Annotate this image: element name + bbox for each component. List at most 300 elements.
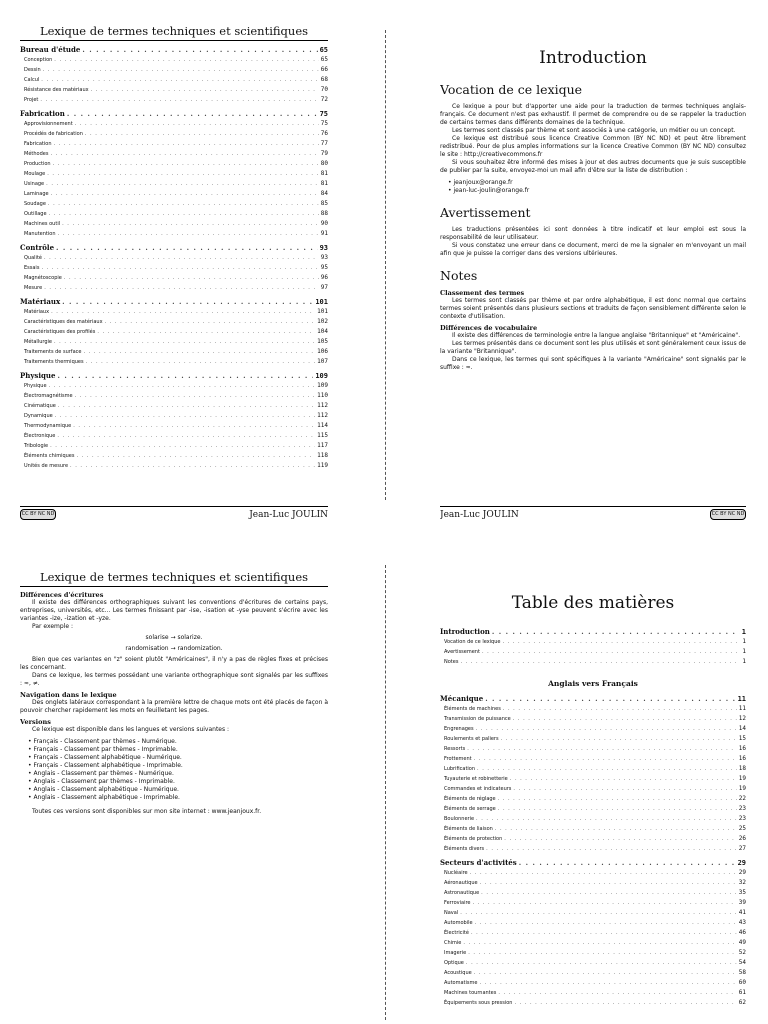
toc-page-number: 107 [317,358,328,365]
leader-dots [57,432,315,441]
toc-page-number: 19 [738,775,746,782]
toc-page-number: 11 [738,705,746,712]
toc-entry-label: Avertissement [444,649,480,655]
leader-dots [468,949,737,958]
leader-dots [476,815,737,824]
leader-dots [53,160,319,169]
toc-item[interactable] [20,441,328,451]
leader-dots [498,795,737,804]
toc-page-number: 97 [320,284,328,291]
toc-page-number: 93 [319,244,328,252]
toc-page-number: 29 [738,869,746,876]
toc-page-number: 115 [317,432,328,439]
toc-page-number: 58 [738,969,746,976]
leader-dots [77,452,316,461]
toc-entry-label: Éléments de réglage [444,796,496,802]
paragraph: Les termes sont classés par thème et sont associés à une catégorie, un métier ou un concept. [452,127,736,134]
toc-entry-label: Électronique [24,433,56,439]
toc-entry-label: Projet [24,97,39,103]
toc-page-number: 84 [320,190,328,197]
leader-dots [482,648,740,657]
version-item: • Français - Classement alphabétique - Imprimable. [28,762,328,770]
toc-page-number: 119 [317,462,328,469]
toc-item[interactable] [20,65,328,75]
page-notes-continued [20,570,328,1020]
toc-page-number: 12 [738,715,746,722]
toc-page-number: 39 [738,899,746,906]
toc-page-number: 19 [738,785,746,792]
toc-item[interactable] [440,824,746,834]
toc-item[interactable] [440,928,746,938]
toc-page-number: 16 [738,755,746,762]
toc-entry-label: Équipements sous pression [444,1000,513,1006]
toc-item[interactable] [440,918,746,928]
leader-dots [479,979,736,988]
subheading-navigation: Navigation dans le lexique [20,691,117,699]
toc-item[interactable] [20,75,328,85]
toc-page-number: 104 [317,328,328,335]
page-toc-continued [20,24,328,520]
leader-dots [44,284,319,293]
toc-page-number: 75 [319,110,328,118]
toc-item[interactable] [20,189,328,199]
version-item: • Français - Classement par thèmes - Imprimable. [28,746,328,754]
toc-entry-label: Commandes et indicateurs [444,786,512,792]
leader-dots [41,264,318,273]
leader-dots [56,243,318,252]
leader-dots [492,627,740,636]
leader-dots [474,755,737,764]
toc-section[interactable] [20,45,328,55]
toc-entry-label: Approvisionnement [24,121,73,127]
toc-page-number: 95 [320,264,328,271]
toc-page-number: 41 [738,909,746,916]
toc-page-number: 22 [738,795,746,802]
toc-item[interactable] [20,307,328,317]
toc-page-number: 76 [320,130,328,137]
leader-dots [485,694,735,703]
toc-item[interactable] [440,647,746,657]
toc-page-number: 118 [317,452,328,459]
leader-dots [50,442,315,451]
leader-dots [474,969,737,978]
toc-entry-label: Conception [24,57,53,63]
paragraph: Bien que ces variantes en "z" soient plutôt "Américaines", il n'y a pas de règles fixes et précises les concernant. [20,656,328,671]
leader-dots [466,959,737,968]
leader-dots [73,422,315,431]
toc-item[interactable] [20,273,328,283]
toc-item[interactable] [20,327,328,337]
toc-item[interactable] [20,431,328,441]
toc-entry-label: Aéronautique [444,880,478,886]
page-table-of-contents [440,585,746,1020]
notes-continued-text [20,591,328,816]
toc-item[interactable] [440,834,746,844]
leader-dots [83,348,315,357]
toc-page-number: 81 [320,170,328,177]
leader-dots [70,462,315,471]
example: solarise → solarize. [145,634,203,641]
subheading-differences: Différences de vocabulaire [440,324,538,332]
toc-item[interactable] [440,784,746,794]
toc-entry-label: Imagerie [444,950,467,956]
toc-item[interactable] [20,149,328,159]
toc-entry-label: Traitements thermiques [24,359,84,365]
leader-dots [54,338,315,347]
version-item: • Anglais - Classement alphabétique - Imprimable. [28,794,328,802]
leader-dots [105,318,316,327]
toc-item[interactable] [20,421,328,431]
toc-entry-label: Procédés de fabrication [24,131,83,137]
leader-dots [41,76,319,85]
toc-entry-label: Traitements de surface [24,349,82,355]
toc-item[interactable] [20,229,328,239]
toc-item[interactable] [20,129,328,139]
toc-page-number: 62 [738,999,746,1006]
paragraph: Dans ce lexique, les termes possédant une variante orthographique sont signalés par les suffixes : ≈, ≠. [20,672,328,687]
toc-entry-label: Caractéristiques des matériaux [24,319,103,325]
toc-intro [440,627,746,667]
cc-license-badge: CC BY NC ND [20,509,56,520]
toc-page-number: 11 [737,695,746,703]
toc-page-number: 106 [317,348,328,355]
toc-item[interactable] [20,179,328,189]
versions-list [28,738,328,802]
paragraph: Ce lexique est disponible dans les langues et versions suivantes : [32,726,230,733]
paragraph: Il existe des différences de terminologie entre la langue anglaise "Britannique" et "Américaine". [452,332,741,339]
toc-page-number: 110 [317,392,328,399]
toc-page-number: 91 [320,230,328,237]
leader-dots [486,845,737,854]
leader-dots [503,705,737,714]
leader-dots [75,120,319,129]
toc-item[interactable] [440,978,746,988]
toc-page-number: 79 [320,150,328,157]
toc-item[interactable] [440,804,746,814]
paragraph: Ce lexique est distribué sous licence Creative Common (BY NC ND) et peut être librement redistribué. Pour de plus amples informations sur la licence Creative Common (BY NC ND) consultez le site : http://creativecommons.fr [440,135,746,158]
paragraph: Les termes présentés dans ce document sont les plus utilisés et sont généralement ceux issus de la variante "Britannique". [440,340,746,355]
toc-page-number: 60 [738,979,746,986]
leader-dots [86,358,316,367]
leader-dots [460,909,737,918]
toc-entry-label: Thermodynamique [24,423,72,429]
toc-entry-label: Chimie [444,940,462,946]
toc-page-number: 43 [738,919,746,926]
toc-page-number: 27 [738,845,746,852]
toc-item[interactable] [440,888,746,898]
page-introduction [440,40,746,520]
toc-list [440,694,746,1008]
toc-page-number: 15 [738,735,746,742]
toc-item[interactable] [20,283,328,293]
toc-entry-label: Mécanique [440,694,484,703]
toc-page-number: 96 [320,274,328,281]
toc-entry-label: Ressorts [444,746,466,752]
toc-page-number: 1 [742,648,746,655]
page-title: Introduction [539,48,647,68]
avertissement-text [440,226,746,258]
leader-dots [58,402,315,411]
leader-dots [498,805,737,814]
toc-item[interactable] [440,908,746,918]
toc-section[interactable] [440,858,746,868]
heading-avertissement: Avertissement [440,205,531,220]
toc-entry-label: Matériaux [20,297,61,306]
leader-dots [47,170,319,179]
toc-entry-label: Lubrification [444,766,476,772]
email-link[interactable]: • jean-luc-joulin@orange.fr [448,187,746,195]
toc-page-number: 102 [317,318,328,325]
toc-entry-label: Manutention [24,231,56,237]
toc-entry-label: Cinématique [24,403,56,409]
paragraph: Dans ce lexique, les termes qui sont spécifiques à la variante "Américaine" sont signalés par le suffixe : ≈. [440,356,746,371]
toc-entry-label: Éléments divers [444,846,485,852]
leader-dots [476,725,737,734]
toc-item[interactable] [20,219,328,229]
toc-item[interactable] [20,401,328,411]
toc-entry-label: Automobile [444,920,473,926]
toc-item[interactable] [440,734,746,744]
toc-entry-label: Caractéristiques des profilés [24,329,96,335]
leader-dots [51,308,315,317]
toc-item[interactable] [440,868,746,878]
paragraph: Des onglets latéraux correspondant à la première lettre de chaque mots ont été placés de façon à pouvoir chercher rapidement les mots en feuilletant les pages. [20,699,328,714]
leader-dots [62,297,313,306]
leader-dots [470,869,737,878]
paragraph: Toutes ces versions sont disponibles sur mon site internet : www.jeanjoux.fr. [32,808,262,815]
cc-license-badge: CC BY NC ND [710,509,746,520]
email-link[interactable]: • jeanjoux@orange.fr [448,179,746,187]
toc-page-number: 81 [320,180,328,187]
leader-dots [472,899,736,908]
version-item: • Anglais - Classement par thèmes - Numérique. [28,770,328,778]
toc-item[interactable] [440,938,746,948]
leader-dots [75,392,316,401]
toc-item[interactable] [440,714,746,724]
toc-item[interactable] [440,948,746,958]
toc-section[interactable] [20,243,328,253]
toc-page-number: 101 [315,298,328,306]
toc-item[interactable] [440,657,746,667]
toc-section[interactable] [20,371,328,381]
toc-entry-label: Méthodes [24,151,49,157]
leader-dots [501,735,737,744]
toc-item[interactable] [20,411,328,421]
leader-dots [49,382,316,391]
toc-page-number: 85 [320,200,328,207]
vocation-text [440,103,746,195]
page-divider [385,565,386,1020]
toc-item[interactable] [20,199,328,209]
version-item: • Français - Classement par thèmes - Numérique. [28,738,328,746]
toc-item[interactable] [20,317,328,327]
toc-item[interactable] [440,998,746,1008]
toc-page-number: 101 [317,308,328,315]
toc-page-number: 29 [737,859,746,867]
toc-item[interactable] [20,357,328,367]
leader-dots [49,210,319,219]
toc-section[interactable] [20,109,328,119]
example: randomisation → randomization. [125,645,223,652]
paragraph: Si vous constatez une erreur dans ce document, merci de me la signaler en m'envoyant un mail afin que je puisse la corriger dans des versions ultérieures. [440,242,746,257]
toc-item[interactable] [440,844,746,854]
toc-page-number: 16 [738,745,746,752]
toc-item[interactable] [440,794,746,804]
toc-entry-label: Production [24,161,51,167]
toc-entry-label: Transmission de puissance [444,716,511,722]
footer-author: Jean-Luc JOULIN [249,509,328,520]
toc-page-number: 26 [738,835,746,842]
leader-dots [471,929,737,938]
toc-entry-label: Engrenages [444,726,474,732]
leader-dots [67,109,318,118]
toc-item[interactable] [20,159,328,169]
toc-entry-label: Éléments chimiques [24,453,75,459]
toc-item[interactable] [20,391,328,401]
toc-page-number: 117 [317,442,328,449]
toc-entry-label: Physique [24,383,47,389]
leader-dots [477,765,737,774]
leader-dots [463,939,736,948]
subheading-versions: Versions [20,718,51,726]
paragraph: Les traductions présentées ici sont données à titre indicatif et leur emploi est sous la responsabilité de leur utilisateur. [440,226,746,241]
leader-dots [504,835,736,844]
toc-item[interactable] [440,814,746,824]
toc-page-number: 112 [317,412,328,419]
toc-entry-label: Essais [24,265,40,271]
toc-page-number: 46 [738,929,746,936]
leader-dots [513,715,737,724]
toc-section[interactable] [440,694,746,704]
leader-dots [54,56,318,65]
leader-dots [514,999,736,1008]
leader-dots [40,96,318,105]
leader-dots [498,989,736,998]
version-item: • Français - Classement alphabétique - Numérique. [28,754,328,762]
paragraph: Ce lexique a pour but d'apporter une aide pour la traduction de termes techniques anglais-français. Ce document n'est pas exhaustif. Il permet de comprendre ou de se rappeler la traduction de certains termes dans différents domaines de la technique. [440,103,746,126]
toc-item[interactable] [440,958,746,968]
toc-item[interactable] [440,968,746,978]
toc-entry-label: Magnétoscopie [24,275,62,281]
page-footer [440,506,746,520]
toc-item[interactable] [440,774,746,784]
toc-page-number: 25 [738,825,746,832]
toc-page-number: 65 [319,46,328,54]
toc-item[interactable] [20,253,328,263]
toc-entry-label: Mesure [24,285,43,291]
subheading-classement: Classement des termes [440,289,525,297]
toc-item[interactable] [20,381,328,391]
leader-dots [97,328,315,337]
toc-item[interactable] [20,139,328,149]
leader-dots [58,230,319,239]
toc-item[interactable] [440,988,746,998]
toc-item[interactable] [20,85,328,95]
toc-entry-label: Nucléaire [444,870,468,876]
toc-item[interactable] [440,724,746,734]
toc-item[interactable] [440,878,746,888]
toc-item[interactable] [20,337,328,347]
toc-page-number: 61 [738,989,746,996]
toc-page-number: 93 [320,254,328,261]
toc-page-number: 112 [317,402,328,409]
toc-entry-label: Secteurs d'activités [440,858,517,867]
toc-page-number: 54 [738,959,746,966]
leader-dots [480,879,737,888]
toc-item[interactable] [440,764,746,774]
heading-notes: Notes [440,268,478,283]
toc-entry-label: Métallurgie [24,339,52,345]
heading-vocation: Vocation de ce lexique [440,82,583,97]
toc-item[interactable] [20,451,328,461]
toc-page-number: 23 [738,815,746,822]
toc-page-number: 105 [317,338,328,345]
toc-entry-label: Éléments de liaison [444,826,493,832]
toc-page-number: 1 [742,658,746,665]
toc-entry-label: Astronautique [444,890,480,896]
version-item: • Anglais - Classement par thèmes - Imprimable. [28,778,328,786]
toc-page-number: 88 [320,210,328,217]
toc-entry-label: Physique [20,371,56,380]
toc-section[interactable] [440,627,746,637]
toc-entry-label: Automatisme [444,980,478,986]
toc-item[interactable] [20,263,328,273]
toc-page-number: 68 [320,76,328,83]
toc-page-number: 1 [741,628,746,636]
running-head: Lexique de termes techniques et scientifiques [20,24,328,41]
toc-item[interactable] [20,347,328,357]
toc-item[interactable] [440,744,746,754]
page-divider [385,30,386,500]
toc-entry-label: Frottement [444,756,472,762]
toc-item[interactable] [20,55,328,65]
toc-item[interactable] [20,209,328,219]
toc-entry-label: Électricité [444,930,469,936]
page-title: Table des matières [511,593,675,613]
subheading-ecritures: Différences d'écritures [20,591,104,599]
toc-item[interactable] [440,754,746,764]
toc-entry-label: Contrôle [20,243,55,252]
leader-dots [467,745,737,754]
toc-item[interactable] [20,95,328,105]
toc-entry-label: Résistance des matériaux [24,87,89,93]
toc-item[interactable] [20,119,328,129]
toc-item[interactable] [440,704,746,714]
paragraph: Si vous souhaitez être informé des mises à jour et des autres documents que je suis susceptible de publier par la suite, envoyez-moi un mail afin d'être sur la liste de distribution : [440,159,746,174]
toc-page-number: 70 [320,86,328,93]
toc-item[interactable] [440,898,746,908]
toc-section[interactable] [20,297,328,307]
paragraph: Il existe des différences orthographiques suivant les conventions d'écritures de certains pays, entreprises, universités, etc... Les termes finissant par -ise, -isation et -yse peuvent s'écrire avec les variantes -ize, -ization et -yze. [20,599,328,622]
toc-entry-label: Machines outil [24,221,61,227]
leader-dots [50,150,318,159]
toc-page-number: 109 [315,372,328,380]
leader-dots [519,858,736,867]
toc-item[interactable] [20,169,328,179]
toc-page-number: 109 [317,382,328,389]
paragraph: Par exemple : [32,623,73,630]
paragraph: Les termes sont classés par thème et par ordre alphabétique, il est donc normal que certains termes soient présentés dans plusieurs sections et traduits de façon sensiblement différente selon le contexte d'utilisation. [440,297,746,320]
toc-entry-label: Usinage [24,181,45,187]
toc-item[interactable] [20,461,328,471]
leader-dots [475,919,737,928]
toc-page-number: 90 [320,220,328,227]
toc-entry-label: Fabrication [20,109,65,118]
leader-dots [55,412,315,421]
leader-dots [481,889,737,898]
toc-item[interactable] [440,637,746,647]
leader-dots [62,220,319,229]
